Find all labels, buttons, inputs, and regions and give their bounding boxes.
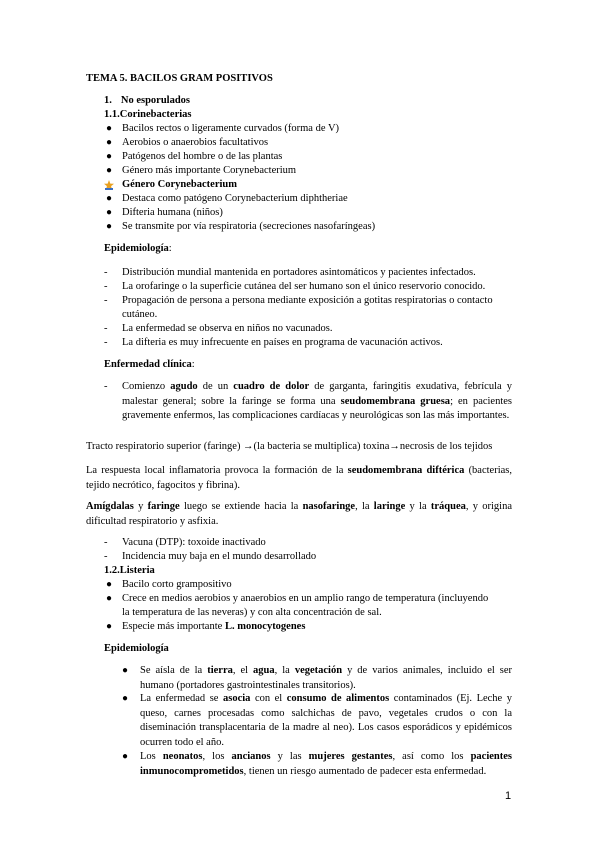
list-item: Destaca como patógeno Corynebacterium diphtheriae xyxy=(122,193,348,204)
list-item: Patógenos del hombre o de las plantas xyxy=(122,151,283,162)
bullet-icon: ● xyxy=(106,593,113,604)
bullet-icon: ● xyxy=(106,221,113,232)
bullet-icon: ● xyxy=(106,579,113,590)
epidemiologia-heading-2: Epidemiología xyxy=(104,643,169,654)
epidemiologia-item: La enfermedad se asocia con el consumo de alimentos contaminados (Ej. Leche y queso, carnes procesadas como salchichas de pavo, vegetales crudos o con la diseminación transplacentaria de la madre al neo). Los casos esporádicos y epidémicos ocurren todo el año. xyxy=(140,693,513,748)
list-item: La orofaringe o la superficie cutánea del ser humano son el único reservorio conocido. xyxy=(122,281,486,292)
list-item: Distribución mundial mantenida en portadores asintomáticos y pacientes infectados. xyxy=(122,267,476,278)
list-item: Vacuna (DTP): toxoide inactivado xyxy=(122,537,266,548)
subsection-number: 1.2. xyxy=(104,565,120,576)
dash-marker: - xyxy=(104,295,108,306)
epidemiologia-heading: Epidemiología: xyxy=(104,243,172,254)
section-heading-1 xyxy=(104,94,190,108)
bullet-icon: ● xyxy=(106,165,113,176)
dash-marker: - xyxy=(104,337,108,348)
bullet-icon: ● xyxy=(106,207,113,218)
subsection-heading-1-2 xyxy=(104,564,155,578)
subsection-number: 1.1. xyxy=(104,109,120,120)
bullet-icon: ● xyxy=(106,123,113,134)
list-item: Aerobios o anaerobios facultativos xyxy=(122,137,269,148)
list-item: Se transmite por vía respiratoria (secreciones nasofaríngeas) xyxy=(122,221,376,232)
bullet-icon: ● xyxy=(106,621,113,632)
dash-marker: - xyxy=(104,551,108,562)
subsection-label: Corinebacterias xyxy=(119,109,192,120)
list-item-continuation: cutáneo. xyxy=(122,309,158,320)
list-item: Crece en medios aerobios y anaerobios en un amplio rango de temperatura (incluyendo xyxy=(122,593,489,604)
dash-marker: - xyxy=(104,267,108,278)
bullet-icon: ● xyxy=(106,151,113,162)
list-item: La difteria es muy infrecuente en países en programa de vacunación activos. xyxy=(122,337,443,348)
amigdalas-paragraph: Amígdalas y faringe luego se extiende hacia la nasofaringe, la laringe y la tráquea, y origina dificultad respiratorio y asfixia. xyxy=(86,501,513,527)
list-item: Género más importante Corynebacterium xyxy=(122,165,297,176)
section-label: No esporulados xyxy=(120,95,191,106)
list-item: Difteria humana (niños) xyxy=(122,207,223,218)
dash-marker: - xyxy=(104,323,108,334)
list-item: Incidencia muy baja en el mundo desarrollado xyxy=(122,551,317,562)
page-number: 1 xyxy=(505,790,512,802)
enfermedad-clinica-heading: Enfermedad clínica: xyxy=(104,359,195,370)
star-bullet-icon xyxy=(104,180,114,190)
list-item: Bacilo corto grampositivo xyxy=(122,579,232,590)
list-item: Propagación de persona a persona mediante exposición a gotitas respiratorias o contacto xyxy=(122,295,493,306)
bullet-icon: ● xyxy=(106,193,113,204)
dash-marker: - xyxy=(104,281,108,292)
bullet-icon: ● xyxy=(122,751,129,762)
dash-marker: - xyxy=(104,381,108,392)
epidemiologia-item: Los neonatos, los ancianos y las mujeres gestantes, así como los pacientes inmunocomprometidos, tienen un riesgo aumentado de padecer esta enfermedad. xyxy=(140,751,512,777)
section-number: 1. xyxy=(104,95,112,106)
page-title: TEMA 5. BACILOS GRAM POSITIVOS xyxy=(86,73,273,84)
bullet-icon: ● xyxy=(122,693,129,704)
dash-marker: - xyxy=(104,537,108,548)
subsection-heading-1-1 xyxy=(104,108,191,122)
genero-heading: Género Corynebacterium xyxy=(122,179,237,190)
clinical-paragraph: Comienzo agudo de un cuadro de dolor de garganta, faringitis exudativa, febrícula y malestar general; sobre la faringe se forma una seudomembrana gruesa; en pacientes gravemente enfermos, las complicaciones cardíacas y neurológicas son las más importantes. xyxy=(122,381,513,421)
bullet-icon: ● xyxy=(106,137,113,148)
bullet-icon: ● xyxy=(122,665,129,676)
respuesta-paragraph: La respuesta local inflamatoria provoca la formación de la seudomembrana diftérica (bacterias, tejido necrótico, fagocitos y fibrina). xyxy=(86,465,512,491)
epidemiologia-item: Se aísla de la tierra, el agua, la vegetación y de varios animales, incluido el ser humano (portadores gastrointestinales transitorios). xyxy=(140,665,513,691)
tracto-line: Tracto respiratorio superior (faringe) →(la bacteria se multiplica) toxina→necrosis de los tejidos xyxy=(86,441,493,452)
subsection-label: Listeria xyxy=(119,565,155,576)
list-item: Especie más importante L. monocytogenes xyxy=(122,621,306,632)
list-item-continuation: la temperatura de las neveras) y con alta concentración de sal. xyxy=(122,607,382,618)
list-item: Bacilos rectos o ligeramente curvados (forma de V) xyxy=(122,123,340,134)
list-item: La enfermedad se observa en niños no vacunados. xyxy=(122,323,333,334)
